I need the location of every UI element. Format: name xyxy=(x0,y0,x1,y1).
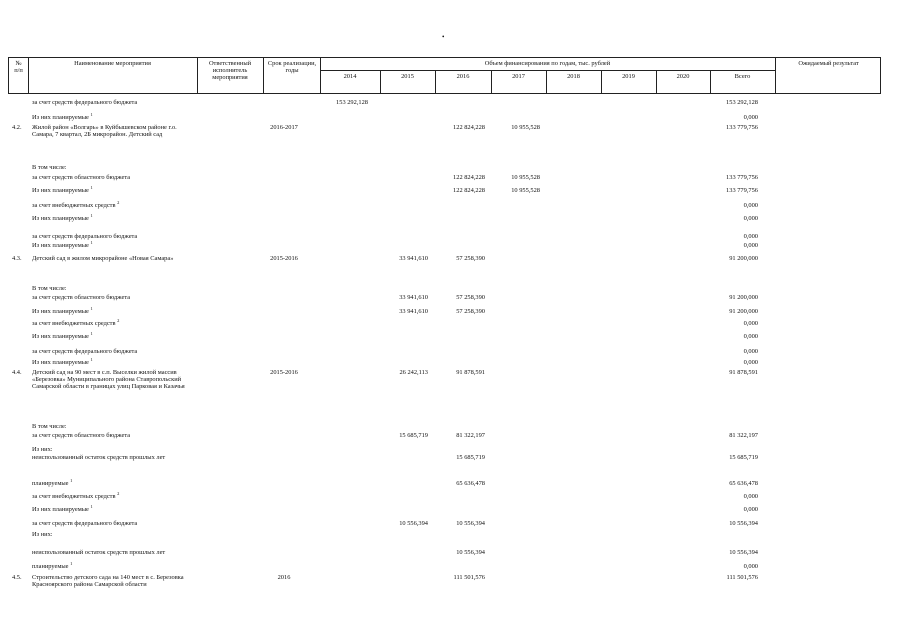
row-value-2014: 153 292,128 xyxy=(336,99,368,106)
row-number: 4.3. xyxy=(12,255,22,262)
row-value-2017: 10 955,528 xyxy=(511,187,540,194)
row-number: 4.5. xyxy=(12,574,22,581)
year-header-total: Всего xyxy=(734,73,751,80)
row-name-text: за счет средств федерального бюджета xyxy=(32,520,138,527)
row-name-text: за счет внебюджетных средств xyxy=(32,202,116,209)
row-value-2015: 10 556,394 xyxy=(399,520,428,527)
row-total-value: 0,000 xyxy=(743,242,758,249)
row-total-value: 0,000 xyxy=(743,215,758,222)
row-value-2016: 65 636,478 xyxy=(456,480,485,487)
row-name-text: планируемые xyxy=(32,480,69,487)
row-value-2017: 10 955,528 xyxy=(511,174,540,181)
row-value-2016: 10 556,394 xyxy=(456,520,485,527)
row-value-2016: 122 824,228 xyxy=(453,124,485,131)
row-name-text: Строительство детского сада на 140 мест в с. Березовка Красноярского района Самарской области xyxy=(32,574,184,589)
row-total-value: 0,000 xyxy=(743,202,758,209)
row-name xyxy=(32,432,188,439)
row-total-value: 81 322,197 xyxy=(729,432,758,439)
row-total-value: 133 779,756 xyxy=(726,187,758,194)
footnote-marker: 1 xyxy=(70,477,73,483)
row-total-value: 10 556,394 xyxy=(729,520,758,527)
footnote-marker: 1 xyxy=(90,356,93,362)
row-name xyxy=(32,348,188,355)
row-value-2015: 33 941,610 xyxy=(399,255,428,262)
row-name xyxy=(32,490,188,500)
row-total-value: 0,000 xyxy=(743,348,758,355)
row-name xyxy=(32,560,188,570)
footnote-marker: 1 xyxy=(90,184,93,190)
row-name-text: Из них планируемые xyxy=(32,242,89,249)
row-total-value: 0,000 xyxy=(743,563,758,570)
row-name xyxy=(32,199,188,209)
footnote-marker: 2 xyxy=(117,199,120,205)
row-name-text: неиспользованный остаток средств прошлых лет xyxy=(32,549,166,556)
year-header-2019: 2019 xyxy=(622,73,635,80)
row-total-value: 111 501,576 xyxy=(726,574,758,581)
row-value-2017: 10 955,528 xyxy=(511,124,540,131)
row-total-value: 91 200,000 xyxy=(729,294,758,301)
row-name-text: Из них планируемые xyxy=(32,308,89,315)
row-name xyxy=(32,164,188,171)
row-name xyxy=(32,454,188,461)
row-total-value: 0,000 xyxy=(743,493,758,500)
row-value-2016: 10 556,394 xyxy=(456,549,485,556)
row-name xyxy=(32,294,188,301)
col-period-header: Срок реализации, годы xyxy=(267,60,317,74)
footnote-marker: 1 xyxy=(90,239,93,245)
col-financing-header: Объем финансирования по годам, тыс. рублей xyxy=(484,60,611,67)
row-name-text: за счет средств федерального бюджета xyxy=(32,348,138,355)
row-name-text: за счет внебюджетных средств xyxy=(32,493,116,500)
row-total-value: 0,000 xyxy=(743,114,758,121)
row-value-2016: 122 824,228 xyxy=(453,187,485,194)
row-name xyxy=(32,549,188,556)
row-name-text: Из них планируемые xyxy=(32,506,89,513)
row-period: 2016 xyxy=(277,574,291,581)
row-name xyxy=(32,356,188,366)
row-name xyxy=(32,124,188,138)
row-name-text: планируемые xyxy=(32,563,69,570)
year-header-2016: 2016 xyxy=(456,73,470,80)
row-total-value: 91 878,591 xyxy=(729,369,758,376)
row-name xyxy=(32,111,188,121)
row-name xyxy=(32,212,188,222)
row-name xyxy=(32,503,188,513)
footnote-marker: 2 xyxy=(117,490,120,496)
row-name-text: Из них: xyxy=(32,531,53,538)
row-name-text: В том числе: xyxy=(32,423,67,430)
row-total-value: 153 292,128 xyxy=(726,99,758,106)
row-name xyxy=(32,446,188,453)
row-name-text: Из них планируемые xyxy=(32,187,89,194)
row-name-text: Жилой район «Волгарь» в Куйбышевском районе г.о. Самара, 7 квартал, 2Б микрорайон. Детский сад xyxy=(32,124,177,139)
row-total-value: 15 685,719 xyxy=(729,454,758,461)
row-name-text: В том числе: xyxy=(32,285,67,292)
col-name-header: Наименование мероприятия xyxy=(74,60,151,67)
row-value-2016: 91 878,591 xyxy=(456,369,485,376)
table-header xyxy=(8,57,881,94)
year-header-2020: 2020 xyxy=(676,73,690,80)
row-name xyxy=(32,574,188,588)
year-header-2014: 2014 xyxy=(343,73,357,80)
footnote-marker: 1 xyxy=(90,111,93,117)
year-header-2017: 2017 xyxy=(512,73,525,80)
row-name xyxy=(32,184,188,194)
row-name xyxy=(32,531,188,538)
row-name xyxy=(32,317,188,327)
row-name-text: Из них планируемые xyxy=(32,215,89,222)
row-period: 2015-2016 xyxy=(270,255,298,262)
row-name-text: Из них планируемые xyxy=(32,333,89,340)
row-total-value: 0,000 xyxy=(743,506,758,513)
footnote-marker: 1 xyxy=(90,212,93,218)
row-period: 2016-2017 xyxy=(270,124,298,131)
row-name-text: за счет средств федерального бюджета xyxy=(32,99,138,106)
row-name-text: Детский сад в жилом микрорайоне «Новая Самара» xyxy=(32,255,174,262)
row-name xyxy=(32,330,188,340)
row-number: 4.4. xyxy=(12,369,22,376)
row-value-2015: 26 242,113 xyxy=(399,369,428,376)
row-period: 2015-2016 xyxy=(270,369,298,376)
row-value-2016: 57 258,390 xyxy=(456,308,485,315)
row-name xyxy=(32,233,188,240)
row-name-text: Из них планируемые xyxy=(32,114,89,121)
year-header-2015: 2015 xyxy=(401,73,414,80)
row-value-2016: 111 501,576 xyxy=(453,574,485,581)
row-value-2016: 15 685,719 xyxy=(456,454,485,461)
row-name xyxy=(32,99,188,106)
row-name-text: за счет средств областного бюджета xyxy=(32,294,131,301)
row-value-2015: 15 685,719 xyxy=(399,432,428,439)
row-value-2015: 33 941,610 xyxy=(399,294,428,301)
row-name xyxy=(32,423,188,430)
col-num-header: № п/п xyxy=(14,60,23,74)
row-total-value: 91 200,000 xyxy=(729,308,758,315)
footnote-marker: 2 xyxy=(117,317,120,323)
row-name xyxy=(32,477,188,487)
row-name-text: за счет средств областного бюджета xyxy=(32,432,131,439)
row-total-value: 0,000 xyxy=(743,333,758,340)
footnote-marker: 1 xyxy=(90,305,93,311)
row-name-text: Из них: xyxy=(32,446,53,453)
row-name xyxy=(32,305,188,315)
row-name-text: за счет средств федерального бюджета xyxy=(32,233,138,240)
row-name-text: за счет средств областного бюджета xyxy=(32,174,131,181)
row-total-value: 0,000 xyxy=(743,359,758,366)
footnote-marker: 1 xyxy=(70,560,73,566)
row-total-value: 10 556,394 xyxy=(729,549,758,556)
row-total-value: 65 636,478 xyxy=(729,480,758,487)
row-total-value: 133 779,756 xyxy=(726,124,758,131)
row-name xyxy=(32,174,188,181)
page-marker: • xyxy=(442,33,445,41)
row-name xyxy=(32,239,188,249)
row-name-text: неиспользованный остаток средств прошлых лет xyxy=(32,454,166,461)
year-header-2018: 2018 xyxy=(567,73,580,80)
row-total-value: 91 200,000 xyxy=(729,255,758,262)
row-name-text: Детский сад на 90 мест в с.п. Выселки жилой массив «Березовка» Муниципального района Ставропольский Самарской области в границах улиц Парковая и Казачья xyxy=(32,369,185,391)
footnote-marker: 1 xyxy=(90,503,93,509)
row-name-text: Из них планируемые xyxy=(32,359,89,366)
row-value-2015: 33 941,610 xyxy=(399,308,428,315)
row-name-text: В том числе: xyxy=(32,164,67,171)
footnote-marker: 1 xyxy=(90,330,93,336)
row-name xyxy=(32,520,188,527)
row-total-value: 133 779,756 xyxy=(726,174,758,181)
col-executor-header: Ответственный исполнитель мероприятия xyxy=(208,60,252,81)
row-value-2016: 122 824,228 xyxy=(453,174,485,181)
row-total-value: 0,000 xyxy=(743,233,758,240)
row-name-text: за счет внебюджетных средств xyxy=(32,320,116,327)
row-name xyxy=(32,369,188,391)
row-name xyxy=(32,285,188,292)
row-value-2016: 57 258,390 xyxy=(456,255,485,262)
col-result-header: Ожидаемый результат xyxy=(798,60,859,67)
row-value-2016: 81 322,197 xyxy=(456,432,485,439)
row-value-2016: 57 258,390 xyxy=(456,294,485,301)
row-name xyxy=(32,255,188,262)
row-number: 4.2. xyxy=(12,124,22,131)
row-total-value: 0,000 xyxy=(743,320,758,327)
